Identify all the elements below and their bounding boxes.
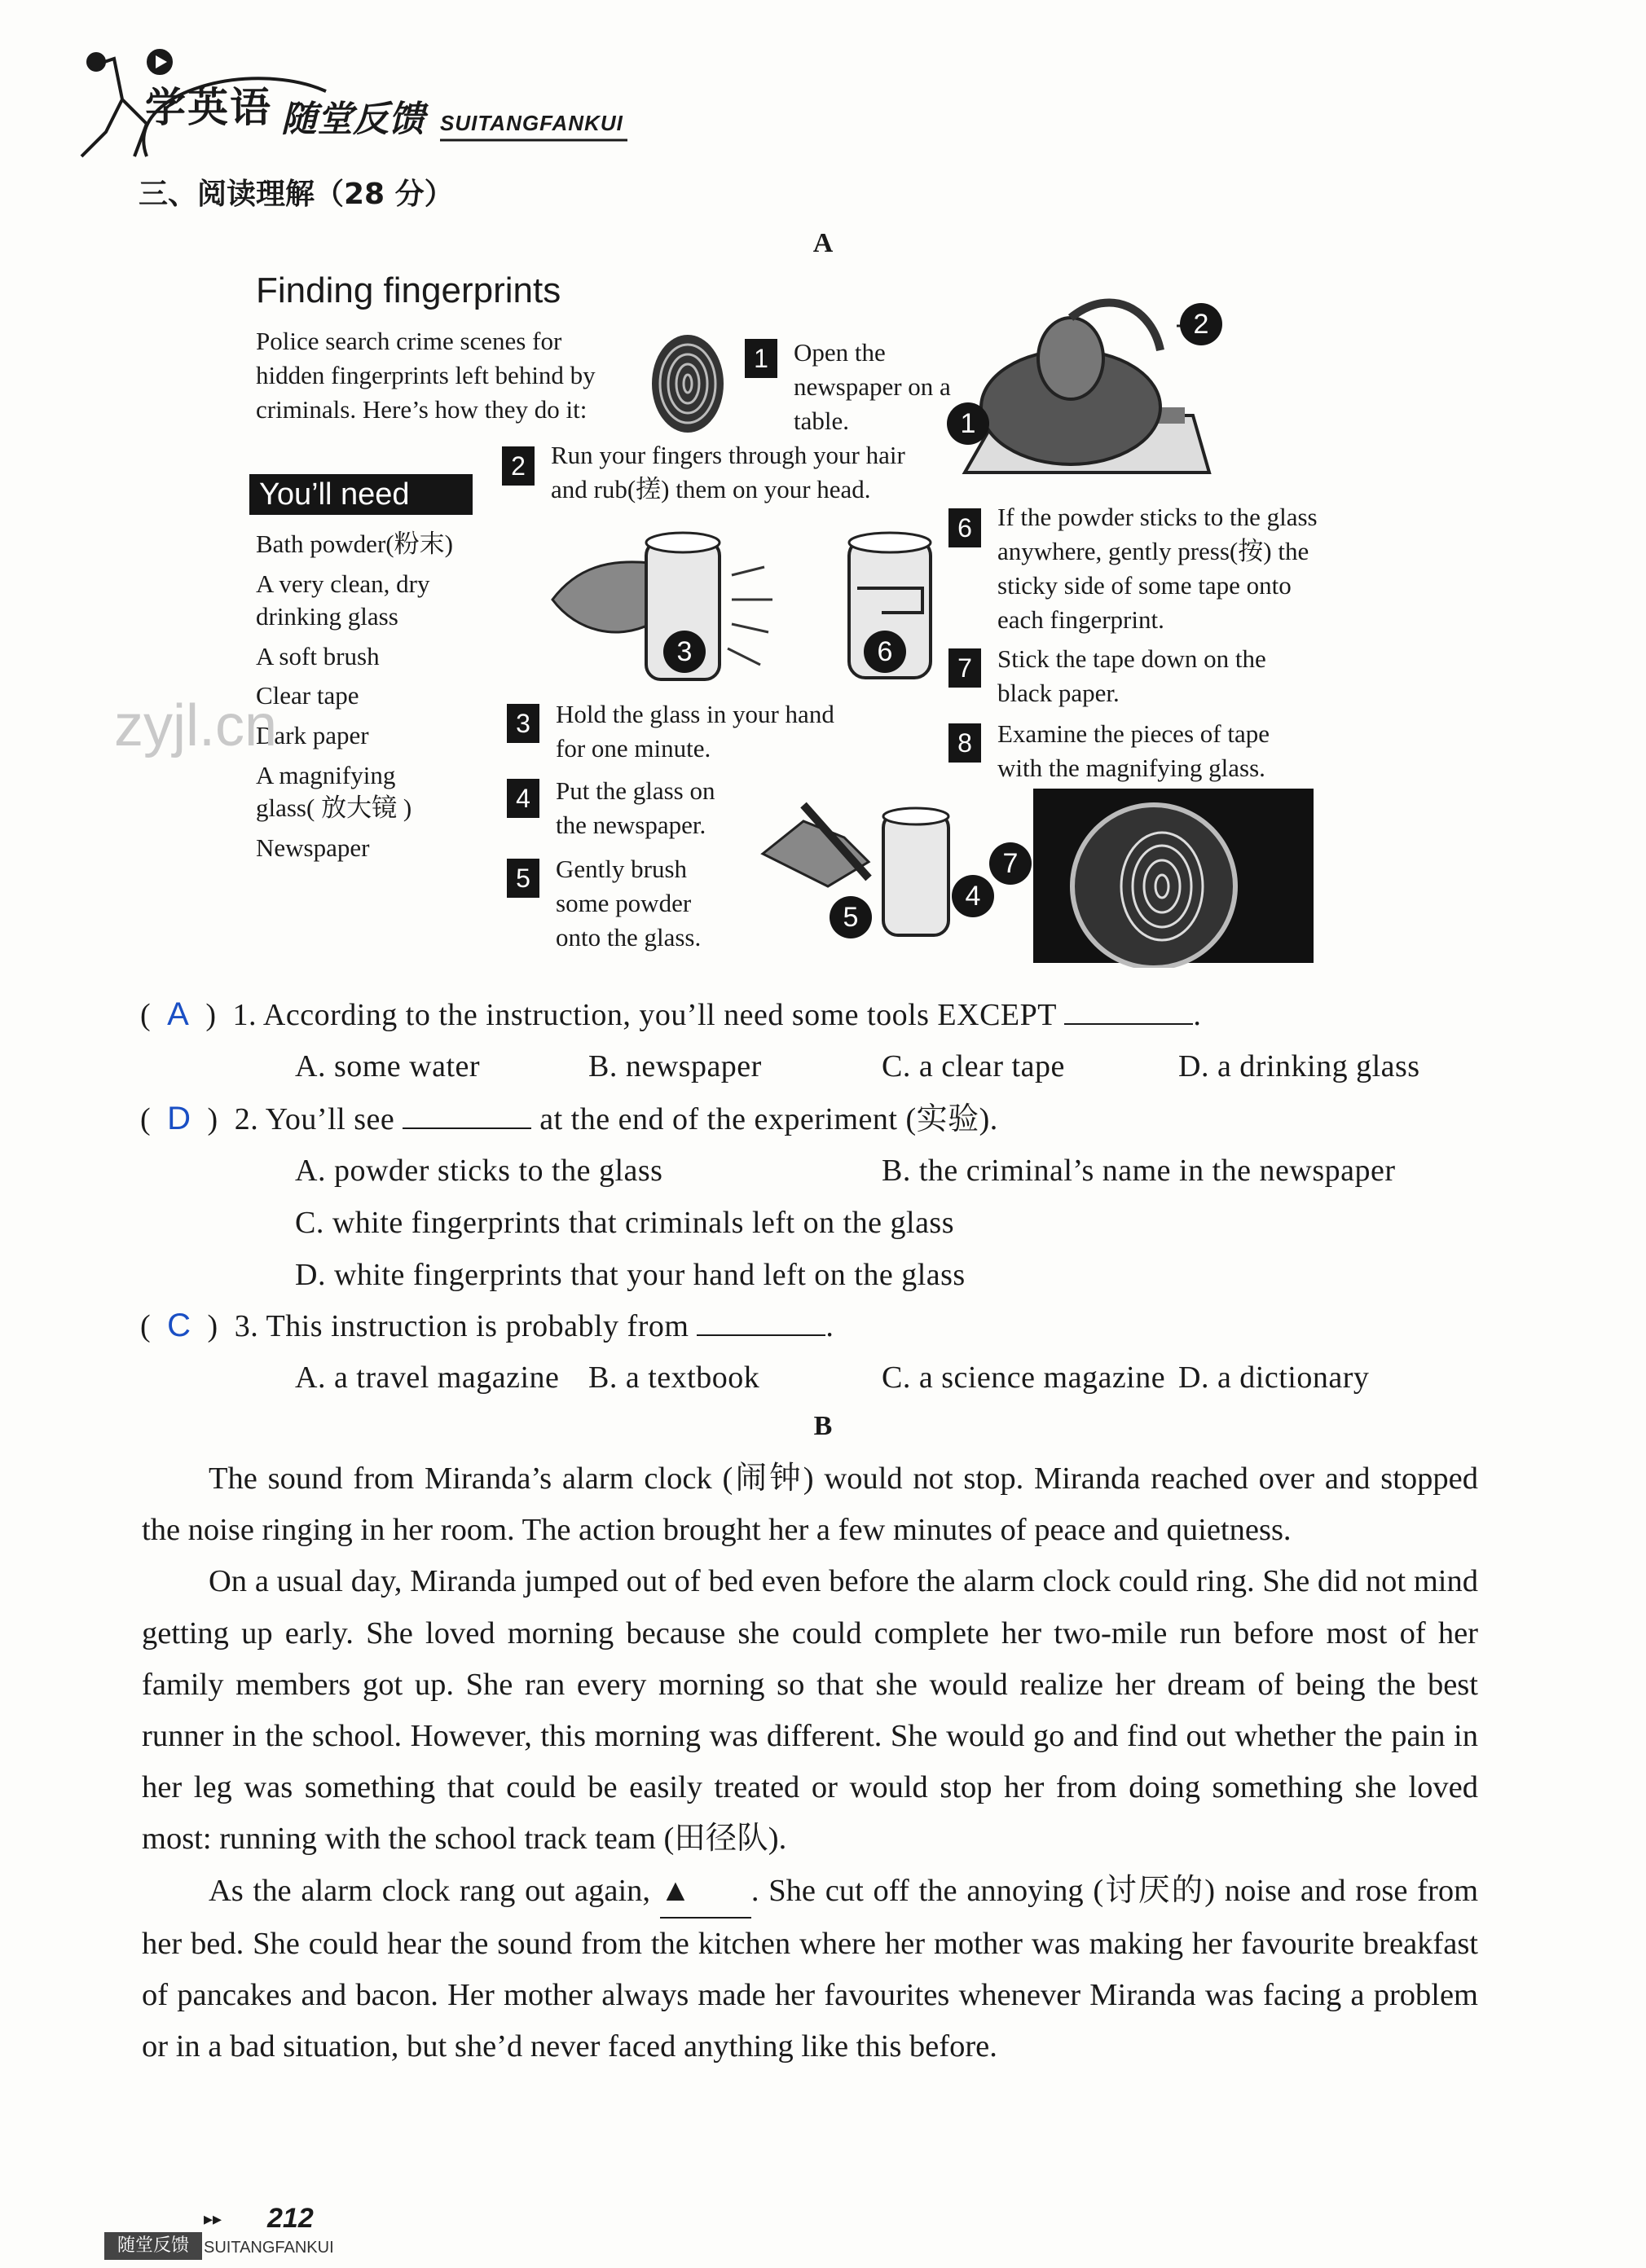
step-line: Open the (794, 338, 886, 367)
step-number-4: 4 (507, 779, 539, 818)
section-title: 三、阅读理解（28 分） (139, 178, 454, 211)
illustration-marker-1: 1 (947, 402, 989, 445)
illustration-marker-3: 3 (663, 631, 706, 673)
step-3-text (556, 697, 834, 766)
answer-bracket: ) (191, 1102, 235, 1136)
need-item: drinking glass (256, 602, 398, 631)
need-item: Clear tape (256, 681, 359, 710)
option-3b: B. a textbook (588, 1360, 760, 1395)
intro-line: hidden fingerprints left behind by (256, 361, 596, 389)
infographic-intro (256, 324, 596, 427)
question-3 (140, 1305, 834, 1347)
passage-b-body (142, 1453, 1478, 2072)
question-stem: You’ll see (265, 1102, 395, 1136)
option-2b: B. the criminal’s name in the newspaper (882, 1154, 1396, 1188)
page-arrow-icon: ▸▸ (204, 2209, 222, 2230)
watermark: zyjl.cn (114, 693, 278, 758)
step-3-illustration (544, 526, 781, 689)
answer-bracket: ( (140, 1309, 168, 1343)
step-line: anywhere, gently press(按) the (997, 537, 1309, 565)
step-line: for one minute. (556, 734, 711, 763)
question-3-answer: C (167, 1308, 191, 1343)
option-2a: A. powder sticks to the glass (295, 1154, 663, 1188)
step-2-text (551, 438, 905, 507)
need-item: Dark paper (256, 720, 369, 749)
passage-a-letter: A (812, 228, 834, 258)
question-number: 3. (234, 1309, 259, 1343)
need-item: Newspaper (256, 833, 370, 862)
answer-bracket: ) (189, 998, 233, 1032)
step-line: onto the glass. (556, 923, 702, 952)
step-line: Stick the tape down on the (997, 644, 1266, 673)
option-2d: D. white fingerprints that your hand left on the glass (295, 1258, 966, 1292)
answer-bracket: ( (140, 998, 168, 1032)
fingerprint-icon (649, 332, 727, 435)
question-stem-end: . (825, 1309, 834, 1343)
option-3a: A. a travel magazine (295, 1360, 560, 1395)
page-number: 212 (267, 2203, 314, 2234)
intro-line: Police search crime scenes for (256, 327, 562, 355)
step-line: Run your fingers through your hair (551, 441, 905, 469)
passage-b-letter: B (813, 1411, 833, 1441)
question-number: 1. (232, 998, 257, 1032)
brand-main-title: 学英语 (145, 84, 272, 131)
illustration-marker-2: 2 (1180, 303, 1222, 345)
brand-sub-title: 随堂反馈 (281, 99, 425, 140)
step-line: Put the glass on (556, 776, 715, 805)
question-2 (140, 1098, 998, 1140)
option-1a: A. some water (295, 1049, 481, 1083)
answer-blank (697, 1305, 825, 1336)
step-line: black paper. (997, 679, 1120, 707)
step-7-text (997, 642, 1266, 710)
step-1-text (794, 336, 951, 438)
need-item: A magnifying (256, 760, 396, 789)
answer-blank (1064, 994, 1193, 1025)
you-need-list (256, 525, 453, 868)
illustration-marker-5: 5 (830, 896, 872, 938)
brand-pinyin: SUITANGFANKUI (440, 111, 623, 135)
illustration-marker-7: 7 (989, 842, 1032, 885)
option-1b: B. newspaper (588, 1049, 762, 1083)
step-number-1: 1 (745, 339, 777, 378)
step-number-6: 6 (948, 508, 981, 547)
infographic-title: Finding fingerprints (256, 270, 561, 310)
option-3c: C. a science magazine (882, 1360, 1166, 1395)
option-1d: D. a drinking glass (1178, 1049, 1420, 1083)
illustration-marker-6: 6 (864, 631, 906, 673)
paragraph-3-start: As the alarm clock rang out again, (209, 1873, 651, 1908)
question-1-answer: A (167, 996, 190, 1032)
paragraph-3 (142, 1866, 1478, 2073)
question-stem-end: . (1193, 998, 1202, 1032)
need-item: Bath powder(粉末) (256, 530, 453, 558)
step-line: Hold the glass in your hand (556, 700, 834, 728)
need-item: A very clean, dry (256, 569, 430, 598)
step-line: each fingerprint. (997, 605, 1164, 634)
option-3d: D. a dictionary (1178, 1360, 1370, 1395)
step-line: with the magnifying glass. (997, 754, 1265, 782)
question-stem: According to the instruction, you’ll need some tools EXCEPT (262, 998, 1057, 1032)
answer-blank (403, 1098, 531, 1129)
step-line: table. (794, 407, 849, 435)
step-number-8: 8 (948, 723, 981, 763)
question-2-answer: D (167, 1101, 191, 1136)
step-line: sticky side of some tape onto (997, 571, 1292, 600)
step-line: Examine the pieces of tape (997, 719, 1270, 748)
step-number-2: 2 (502, 446, 535, 486)
answer-bracket: ) (191, 1309, 235, 1343)
step-line: newspaper on a (794, 372, 951, 401)
step-4-5-7-illustration (746, 789, 1317, 968)
option-1c: C. a clear tape (882, 1049, 1065, 1083)
step-line: Gently brush (556, 855, 688, 883)
blank-marker: ▲ (660, 1866, 751, 1919)
footer-pinyin: SUITANGFANKUI (204, 2239, 334, 2257)
paragraph-1: The sound from Miranda’s alarm clock (闹钟) would not stop. Miranda reached over and stopped the noise ringing in her room. The action brought her a few minutes of peace and quietness. (142, 1461, 1478, 1548)
step-6-text (997, 500, 1318, 637)
need-item: A soft brush (256, 641, 380, 670)
question-stem-end: at the end of the experiment (实验). (539, 1102, 998, 1136)
option-2c: C. white fingerprints that criminals left on the glass (295, 1206, 955, 1240)
you-need-heading: You’ll need (249, 474, 473, 515)
step-8-text (997, 717, 1270, 785)
question-1 (140, 994, 1201, 1035)
intro-line: criminals. Here’s how they do it: (256, 395, 588, 424)
step-line: and rub(搓) them on your head. (551, 475, 871, 503)
footer-label: 随堂反馈 (104, 2232, 202, 2260)
step-line: If the powder sticks to the glass (997, 503, 1318, 531)
step-4-text (556, 774, 715, 842)
step-1-2-illustration (948, 293, 1217, 497)
need-item: glass( 放大镜 ) (256, 793, 412, 823)
step-number-3: 3 (507, 704, 539, 743)
step-5-text (556, 852, 701, 955)
illustration-marker-4: 4 (952, 875, 994, 917)
step-line: some powder (556, 889, 692, 917)
answer-bracket: ( (140, 1102, 168, 1136)
step-number-5: 5 (507, 859, 539, 898)
step-line: the newspaper. (556, 811, 706, 839)
paragraph-3-rest: . She cut off the annoying (讨厌的) noise and rose from her bed. She could hear the sound from the kitchen where her mother was making her favourite breakfast of pancakes and bacon. Her mother always made her favourites whenever Miranda was facing a problem or in a bad situation, but she’d never faced anything like this before. (142, 1873, 1479, 2064)
question-stem: This instruction is probably from (266, 1309, 689, 1343)
paragraph-2: On a usual day, Miranda jumped out of bed even before the alarm clock could ring. She did not mind getting up early. She loved morning because she could complete her two-mile run before most of her family members got up. She ran every morning so that she would realize her dream of being the best runner in the school. However, this morning was different. She would go and find out whether the pain in her leg was something that could be easily treated or would stop her from doing something she loved most: running with the school track team (田径队). (142, 1564, 1478, 1857)
question-number: 2. (234, 1102, 259, 1136)
step-number-7: 7 (948, 648, 981, 688)
